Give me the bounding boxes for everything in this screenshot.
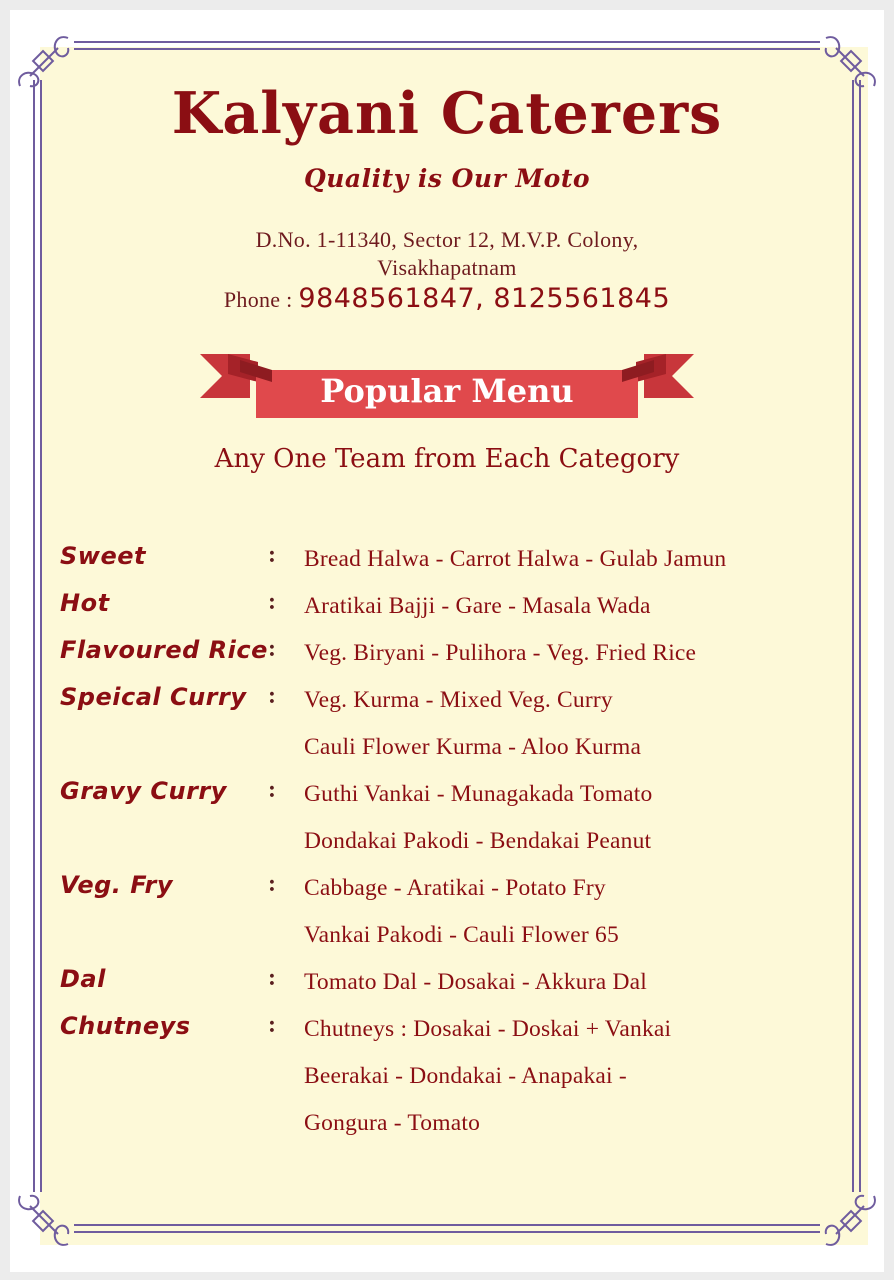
category-label: Veg. Fry	[60, 871, 173, 899]
category-items: Aratikai Bajji - Gare - Masala Wada	[304, 593, 651, 619]
business-motto: Quality is Our Moto	[303, 164, 591, 193]
address-line-1: D.No. 1-11340, Sector 12, M.V.P. Colony,	[255, 227, 639, 252]
business-title: Kalyani Caterers	[171, 80, 723, 147]
menu-row	[0, 679, 894, 726]
menu-row-continuation	[0, 1102, 894, 1149]
category-label: Chutneys	[60, 1012, 191, 1040]
category-label: Speical Curry	[60, 683, 247, 711]
menu-row	[0, 773, 894, 820]
category-items: Cauli Flower Kurma - Aloo Kurma	[304, 734, 642, 760]
separator: :	[268, 1012, 276, 1038]
frame-bottom-inner	[74, 1224, 820, 1226]
menu-row-continuation	[0, 1055, 894, 1102]
frame-top-outer	[74, 41, 820, 43]
menu-row	[0, 585, 894, 632]
category-label: Hot	[60, 589, 110, 617]
frame-bottom-outer	[74, 1231, 820, 1233]
menu-row	[0, 867, 894, 914]
category-items: Bread Halwa - Carrot Halwa - Gulab Jamun	[304, 546, 727, 572]
category-label: Flavoured Rice	[60, 636, 268, 664]
menu-list	[0, 538, 894, 1149]
category-items: Beerakai - Dondakai - Anapakai -	[304, 1063, 627, 1089]
phone-line	[0, 283, 894, 314]
menu-row	[0, 538, 894, 585]
menu-row	[0, 961, 894, 1008]
menu-row-continuation	[0, 820, 894, 867]
category-items: Tomato Dal - Dosakai - Akkura Dal	[304, 969, 648, 995]
category-label: Dal	[60, 965, 106, 993]
corner-ornament-icon	[818, 1188, 882, 1252]
separator: :	[268, 871, 276, 897]
category-items: Veg. Biryani - Pulihora - Veg. Fried Rice	[304, 640, 697, 666]
separator: :	[268, 777, 276, 803]
business-address	[160, 226, 734, 282]
menu-subtitle: Any One Team from Each Category	[214, 444, 680, 474]
category-label: Gravy Curry	[60, 777, 227, 805]
separator: :	[268, 683, 276, 709]
category-items: Vankai Pakodi - Cauli Flower 65	[304, 922, 619, 948]
category-items: Veg. Kurma - Mixed Veg. Curry	[304, 687, 613, 713]
category-items: Guthi Vankai - Munagakada Tomato	[304, 781, 653, 807]
separator: :	[268, 636, 276, 662]
phone-numbers: 9848561847, 8125561845	[298, 283, 671, 314]
banner-label: Popular Menu	[320, 372, 574, 410]
menu-row-continuation	[0, 914, 894, 961]
separator: :	[268, 965, 276, 991]
separator: :	[268, 542, 276, 568]
category-items: Gongura - Tomato	[304, 1110, 481, 1136]
menu-row	[0, 1008, 894, 1055]
category-items: Cabbage - Aratikai - Potato Fry	[304, 875, 606, 901]
category-label: Sweet	[60, 542, 146, 570]
phone-label: Phone :	[223, 287, 299, 312]
menu-row	[0, 632, 894, 679]
separator: :	[268, 589, 276, 615]
corner-ornament-icon	[12, 1188, 76, 1252]
address-line-2: Visakhapatnam	[377, 255, 517, 280]
frame-top-inner	[74, 48, 820, 50]
category-items: Dondakai Pakodi - Bendakai Peanut	[304, 828, 652, 854]
menu-row-continuation	[0, 726, 894, 773]
category-items: Chutneys : Dosakai - Doskai + Vankai	[304, 1016, 672, 1042]
